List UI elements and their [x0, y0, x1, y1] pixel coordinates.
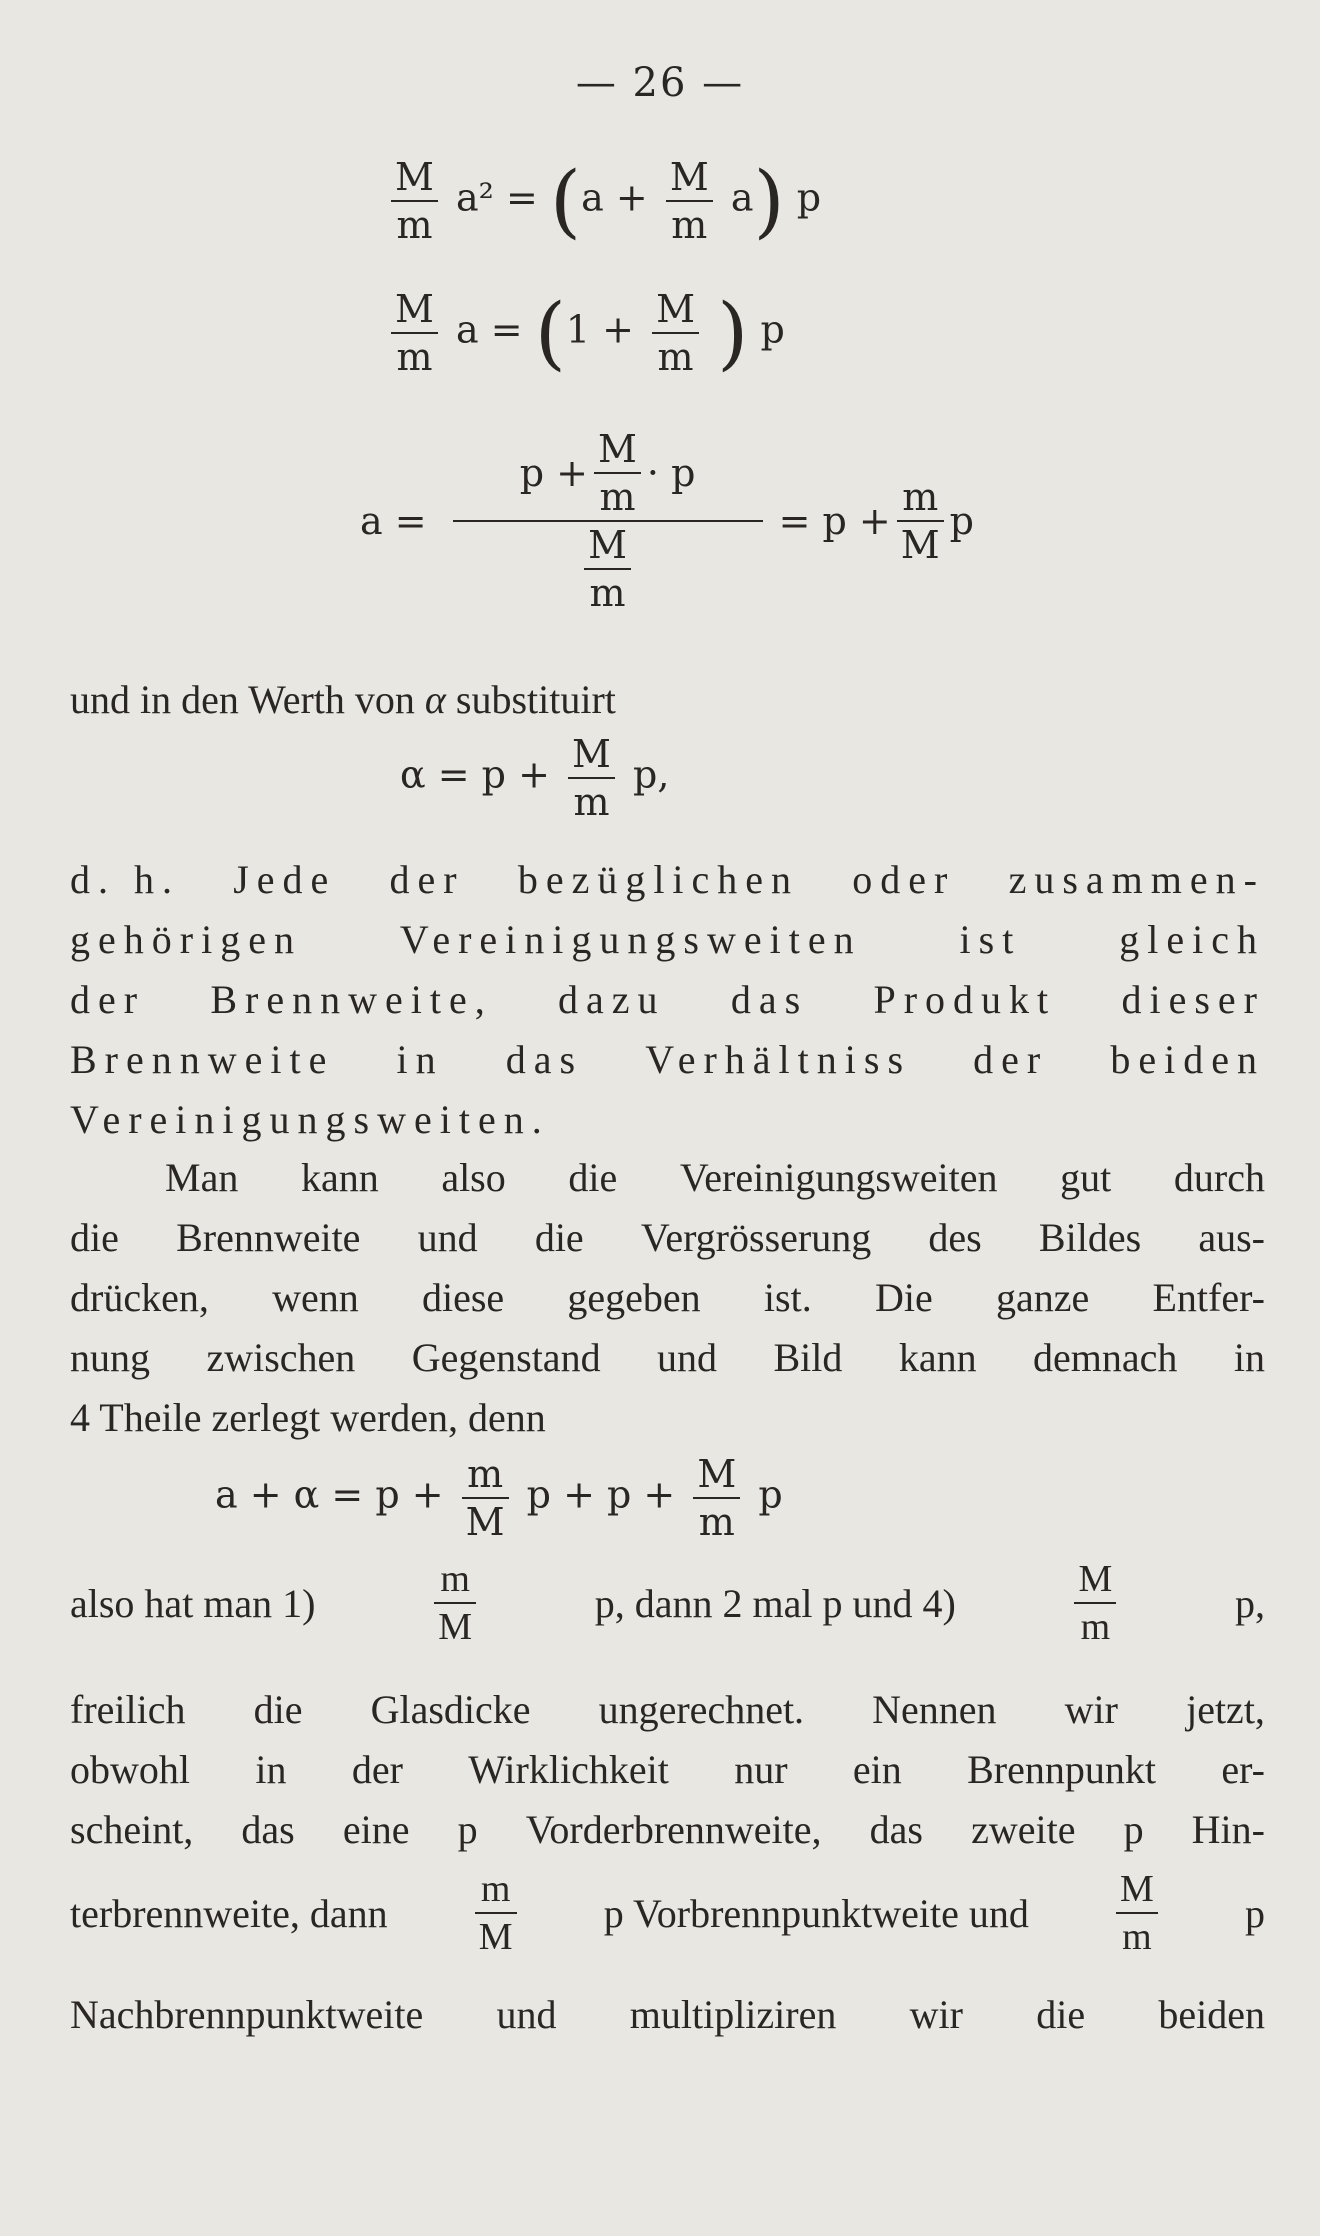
word: also: [441, 1155, 506, 1200]
word: zwischen: [206, 1335, 356, 1380]
word: Die: [874, 1275, 933, 1320]
word: gehörigen: [70, 917, 302, 962]
word: und: [657, 1335, 718, 1380]
fraction: $\frac{M}{m}$: [1074, 1560, 1116, 1646]
word: Hin-: [1191, 1807, 1265, 1852]
word: bezüglichen: [517, 857, 800, 902]
word: Wirklichkeit: [468, 1747, 669, 1792]
word: diese: [421, 1275, 505, 1320]
word: wir: [909, 1992, 963, 2037]
word: Brennweite,: [210, 977, 493, 1022]
word: freilich: [70, 1687, 186, 1732]
word: eine: [342, 1807, 410, 1852]
word: in: [255, 1747, 287, 1792]
word: zusammen-: [1008, 857, 1265, 902]
word: das: [730, 977, 809, 1022]
word: Jede: [233, 857, 337, 902]
fraction: $\frac{M}{m}$: [666, 158, 713, 244]
word: Brennweite: [70, 1037, 335, 1082]
fraction: $\frac{m}{M}$: [897, 478, 944, 564]
word: Vereinigungsweiten: [679, 1155, 998, 1200]
word: der: [389, 857, 465, 902]
word: der: [70, 977, 146, 1022]
word: demnach: [1033, 1335, 1178, 1380]
word: Entfer-: [1152, 1275, 1265, 1320]
fraction: $\frac{M}{m}$: [693, 1455, 740, 1541]
fraction: $\frac{M}{m}$: [584, 526, 631, 612]
word: Nennen: [872, 1687, 997, 1732]
fraction: $\frac{M}{m}$: [1116, 1870, 1158, 1956]
equation-5: a + α = p + $\frac{m}{M}$ p + p + $\frac{M}{m}$ p: [215, 1452, 783, 1544]
fraction: $\frac{M}{m}$: [391, 290, 438, 376]
equation-4: α = p + $\frac{M}{m}$ p,: [400, 732, 670, 824]
word: aus-: [1198, 1215, 1265, 1260]
word: drücken,: [70, 1275, 209, 1320]
text-line: [70, 917, 1265, 962]
word: beiden: [1110, 1037, 1265, 1082]
equation-1: $\frac{M}{m}$ a² = (a + $\frac{M}{m}$ a) p: [385, 158, 821, 244]
word: p: [1123, 1807, 1144, 1852]
fraction: $\frac{M}{m}$: [594, 430, 641, 516]
word: nur: [734, 1747, 788, 1792]
word: Brennpunkt: [967, 1747, 1156, 1792]
word: Bild: [773, 1335, 843, 1380]
word: gut: [1060, 1155, 1112, 1200]
word: und: [417, 1215, 478, 1260]
word: ist.: [763, 1275, 812, 1320]
equation-3: a = p + $\frac{M}{m}$ · p $\frac{M}{m}$ = p + $\frac{m}{M}$ p: [360, 427, 974, 615]
word: der: [351, 1747, 403, 1792]
word: gleich: [1119, 917, 1265, 962]
word: d. h.: [70, 857, 180, 902]
word: in: [396, 1037, 444, 1082]
word: multipliziren: [629, 1992, 837, 2037]
word: Man: [165, 1155, 239, 1200]
word: obwohl: [70, 1747, 190, 1792]
word: Vergrösserung: [640, 1215, 872, 1260]
word: der: [973, 1037, 1049, 1082]
word: nung: [70, 1335, 150, 1380]
word: des: [928, 1215, 982, 1260]
fraction: $\frac{M}{m}$: [568, 735, 615, 821]
word: Vereinigungsweiten: [399, 917, 862, 962]
word: p: [457, 1807, 478, 1852]
word: oder: [852, 857, 956, 902]
fraction: $\frac{m}{M}$: [434, 1560, 476, 1646]
word: die: [1036, 1992, 1086, 2037]
word: die: [70, 1215, 119, 1260]
text-line: [70, 1807, 1265, 1852]
word: Bildes: [1038, 1215, 1142, 1260]
word: die: [534, 1215, 584, 1260]
word: ein: [852, 1747, 902, 1792]
equation-2: $\frac{M}{m}$ a = (1 + $\frac{M}{m}$ ) p: [385, 290, 785, 376]
word: dazu: [558, 977, 666, 1022]
word: Brennweite: [176, 1215, 361, 1260]
text-line: also hat man 1) $\frac{m}{M}$ p, dann 2 mal p und 4) $\frac{M}{m}$ p,: [70, 1558, 1265, 1648]
word: und: [496, 1992, 557, 2037]
fraction: $\frac{m}{M}$: [462, 1455, 509, 1541]
text-line: [70, 1335, 1265, 1380]
word: das: [241, 1807, 295, 1852]
word: das: [869, 1807, 923, 1852]
word: das: [505, 1037, 584, 1082]
fraction: $\frac{m}{M}$: [475, 1870, 517, 1956]
text-line: [70, 977, 1265, 1022]
main-fraction: p + $\frac{M}{m}$ · p $\frac{M}{m}$: [453, 430, 763, 612]
word: Nachbrennpunktweite: [70, 1992, 424, 2037]
word: ist: [959, 917, 1022, 962]
word: ungerechnet.: [598, 1687, 805, 1732]
word: die: [568, 1155, 618, 1200]
text-line: Vereinigungsweiten.: [70, 1097, 550, 1142]
word: Glasdicke: [370, 1687, 531, 1732]
fraction: $\frac{M}{m}$: [652, 290, 699, 376]
text-line: und in den Werth von α substituirt: [70, 677, 616, 722]
word: ganze: [995, 1275, 1090, 1320]
word: zweite: [971, 1807, 1076, 1852]
word: wenn: [272, 1275, 359, 1320]
text-line: [70, 1037, 1265, 1082]
word: Vorderbrennweite,: [525, 1807, 822, 1852]
word: beiden: [1158, 1992, 1265, 2037]
text-line: [70, 1275, 1265, 1320]
text-line: [70, 1992, 1265, 2037]
fraction: $\frac{M}{m}$: [391, 158, 438, 244]
word: Verhältniss: [645, 1037, 912, 1082]
word: scheint,: [70, 1807, 194, 1852]
word: Gegenstand: [411, 1335, 601, 1380]
word: die: [253, 1687, 303, 1732]
text-line: [70, 1687, 1265, 1732]
word: kann: [300, 1155, 379, 1200]
text-line: [70, 1747, 1265, 1792]
word: dieser: [1121, 977, 1265, 1022]
text-line: 4 Theile zerlegt werden, denn: [70, 1395, 546, 1440]
word: jetzt,: [1186, 1687, 1265, 1732]
text-line: [165, 1155, 1265, 1200]
word: durch: [1173, 1155, 1265, 1200]
text-line: terbrennweite, dann $\frac{m}{M}$ p Vorbrennpunktweite und $\frac{M}{m}$ p: [70, 1868, 1265, 1958]
word: gegeben: [567, 1275, 701, 1320]
text-line: [70, 1215, 1265, 1260]
word: Produkt: [873, 977, 1057, 1022]
page-number: — 26 —: [575, 60, 745, 106]
word: in: [1233, 1335, 1265, 1380]
word: er-: [1221, 1747, 1265, 1792]
word: kann: [898, 1335, 977, 1380]
text-line: [70, 857, 1265, 902]
word: wir: [1064, 1687, 1118, 1732]
